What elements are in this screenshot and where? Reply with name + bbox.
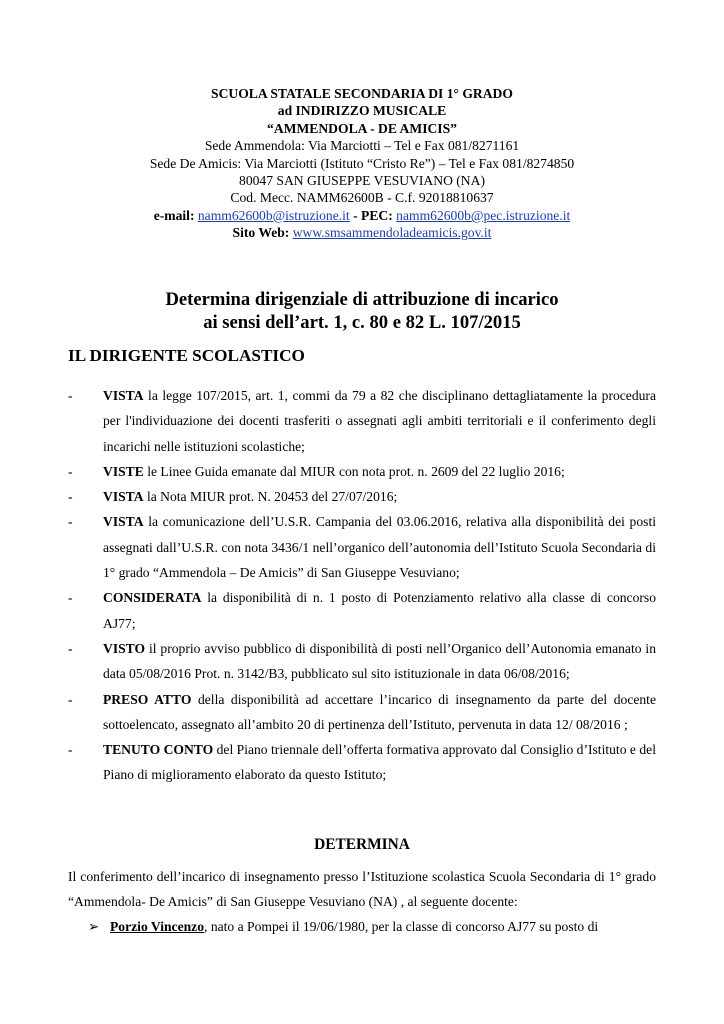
arrow-bullet-icon: ➢	[88, 919, 100, 934]
pec-link[interactable]: namm62600b@pec.istruzione.it	[396, 207, 571, 223]
website-link[interactable]: www.smsammendoladeamicis.gov.it	[292, 225, 492, 241]
document-title	[0, 288, 724, 334]
assignee-name: Porzio Vincenzo	[110, 919, 205, 934]
list-item: - VISTA la Nota MIUR prot. N. 20453 del 27/07/2016;	[68, 489, 398, 505]
list-item: - CONSIDERATA la disponibilità di n. 1 posto di Potenziamento relativo alla classe di concorso AJ77;	[68, 590, 656, 631]
determina-paragraph: Il conferimento dell’incarico di insegnamento presso l’Istituzione scolastica Scuola Secondaria di 1° grado “Ammendola- De Amicis” di San Giuseppe Vesuviano (NA) , al seguente docente:	[68, 869, 656, 910]
address-ammendola: Sede Ammendola: Via Marciotti – Tel e Fax 081/8271161	[204, 138, 520, 154]
email-link[interactable]: namm62600b@istruzione.it	[197, 207, 350, 223]
list-item: - PRESO ATTO della disponibilità ad accettare l’incarico di insegnamento da parte del docente sottoelencato, assegnato all’ambito 20 di pertinenza dell’Istituto, pervenuta in data 12/ 08/2016 ;	[68, 691, 656, 732]
city-line: 80047 SAN GIUSEPPE VESUVIANO (NA)	[239, 173, 485, 189]
assignee-details: , nato a Pompei il 19/06/1980, per la classe di concorso AJ77 su posto di	[204, 919, 599, 934]
address-deamicis: Sede De Amicis: Via Marciotti (Istituto “Cristo Re”) – Tel e Fax 081/8274850	[149, 155, 575, 171]
school-name-line3: “AMMENDOLA - DE AMICIS”	[267, 120, 457, 136]
website-label: Sito Web:	[232, 225, 290, 241]
title-line2: ai sensi dell’art. 1, c. 80 e 82 L. 107/2015	[203, 312, 521, 333]
premises-list	[68, 383, 656, 788]
title-line1: Determina dirigenziale di attribuzione di incarico	[165, 289, 559, 310]
website-line	[0, 224, 724, 241]
section-heading-dirigente: IL DIRIGENTE SCOLASTICO	[68, 346, 305, 365]
list-item: - VISTO il proprio avviso pubblico di disponibilità di posti nell’Organico dell’Autonomia emanato in data 05/08/2016 Prot. n. 3142/B3, pubblicato sul sito istituzionale in data 06/08/2016;	[68, 640, 656, 682]
codes-line: Cod. Mecc. NAMM62600B - C.f. 92018810637	[230, 190, 494, 206]
list-item: - VISTA la comunicazione dell’U.S.R. Campania del 03.06.2016, relativa alla disponibilità dei posti assegnati dall’U.S.R. con nota 3436/1 nell’organico dell’autonomia dell’Istituto Scuola Secondaria di 1° grado “Ammendola – De Amicis” di San Giuseppe Vesuviano;	[68, 514, 656, 581]
email-line	[0, 207, 724, 224]
pec-label: - PEC:	[353, 207, 393, 223]
school-letterhead	[0, 85, 724, 242]
school-name-line1: SCUOLA STATALE SECONDARIA DI 1° GRADO	[211, 86, 513, 101]
list-item: - VISTA la legge 107/2015, art. 1, commi da 79 a 82 che disciplinano dettagliatamente la procedura per l'individuazione dei docenti trasferiti o assegnati agli ambiti territoriali e il conferimento degli incarichi nelle istituzioni scolastiche;	[68, 388, 656, 454]
section-heading-determina: DETERMINA	[314, 836, 410, 853]
list-item: - TENUTO CONTO del Piano triennale dell’offerta formativa approvato dal Consiglio d’Istituto e del Piano di miglioramento elaborato da questo Istituto;	[68, 742, 656, 783]
school-name-line2: ad INDIRIZZO MUSICALE	[277, 103, 447, 119]
assignee-bullet	[88, 914, 656, 939]
email-label: e-mail:	[153, 207, 195, 223]
list-item: - VISTE le Linee Guida emanate dal MIUR con nota prot. n. 2609 del 22 luglio 2016;	[68, 463, 565, 479]
